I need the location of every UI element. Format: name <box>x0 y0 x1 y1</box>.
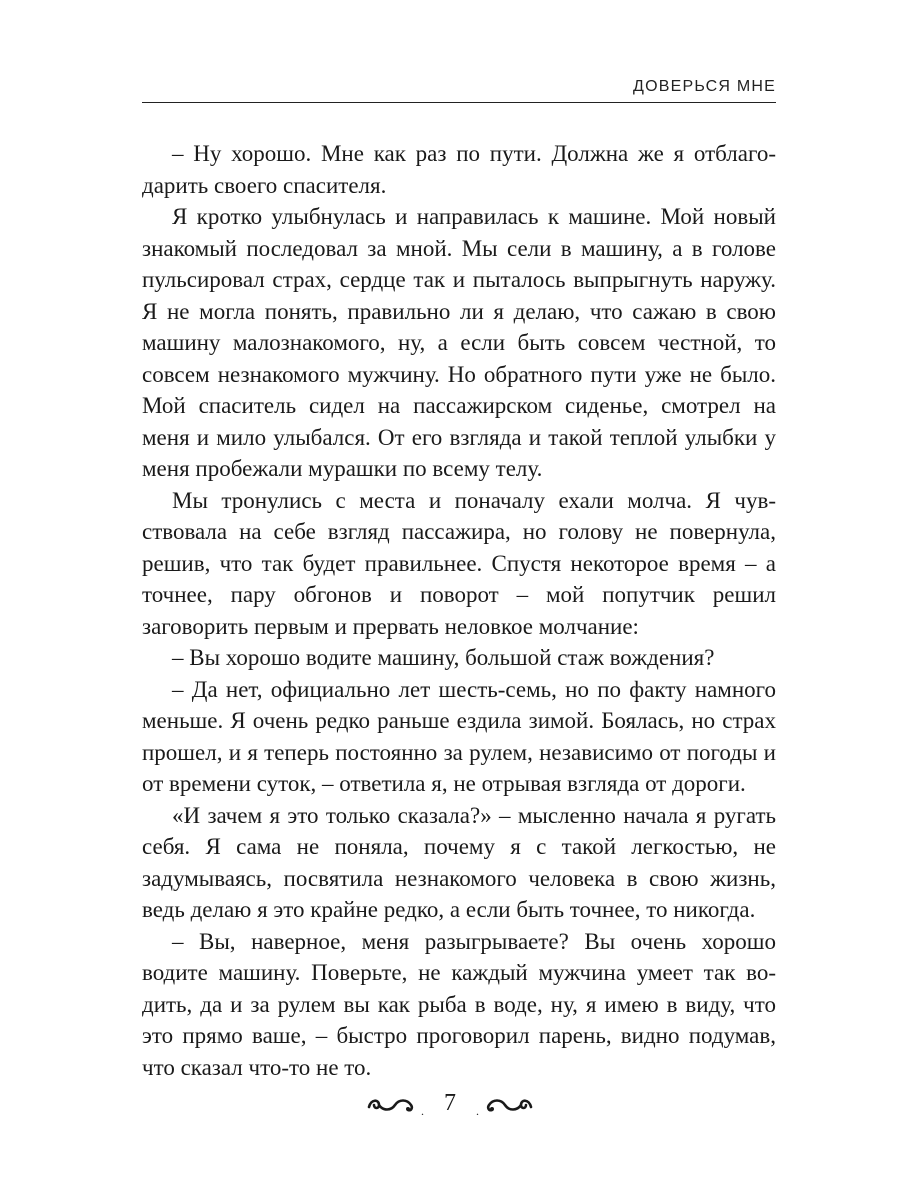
page-number: 7 <box>444 1090 456 1116</box>
running-header <box>142 72 776 103</box>
paragraph: – Вы, наверное, меня разыгрываете? Вы очень хорошо водите машину. Поверьте, не каждый мужчина умеет так водить, да и за рулем вы как рыба в воде, ну, я имею в виду, что это прямо ваше, – быстро проговорил парень, видно подумав, что сказал что-то не то. <box>142 928 776 1080</box>
paragraph: Я кротко улыбнулась и направилась к машине. Мой новый знакомый последовал за мной. Мы сели в машину, а в голове пульсировал страх, сердце так и пыталось выпрыгнуть наружу. Я не могла понять, правильно ли я делаю, что сажаю в свою машину малознакомого, ну, а если быть совсем честной, то совсем незнакомого мужчину. Но обратного пути уже не было. Мой спаситель сидел на пассажирском сиденье, смотрел на меня и мило улыбался. От его взгляда и такой теплой улыбки у меня пробежали мурашки по всему телу. <box>142 204 776 481</box>
running-title: ДОВЕРЬСЯ МНЕ <box>633 78 776 95</box>
ornament-dot: . <box>421 1103 424 1118</box>
paragraph: – Ну хорошо. Мне как раз по пути. Должна же я отблагодарить своего спасителя. <box>142 141 776 198</box>
swirl-ornament-left-icon <box>367 1093 415 1115</box>
page-folio <box>0 1090 900 1117</box>
swirl-ornament-right-icon <box>485 1093 533 1115</box>
ornament-dot: . <box>476 1103 479 1118</box>
paragraph: – Вы хорошо водите машину, большой стаж вождения? <box>172 645 715 670</box>
paragraph: – Да нет, официально лет шесть-семь, но по факту намного меньше. Я очень редко раньше ездила зимой. Боялась, но страх прошел, и я теперь постоянно за рулем, независимо от погоды и от времени суток, – ответила я, не отрывая взгляда от дороги. <box>142 676 776 796</box>
page-text <box>142 138 776 1083</box>
paragraph: «И зачем я это только сказала?» – мысленно начала я ругать себя. Я сама не поняла, почему я с такой легкостью, не задумываясь, посвятила незнакомого человека в свою жизнь, ведь делаю я это крайне редко, а если быть точнее, то никогда. <box>142 802 776 922</box>
paragraph: Мы тронулись с места и поначалу ехали молча. Я чувствовала на себе взгляд пассажира, но голову не повернула, решив, что так будет правильнее. Спустя некоторое время – а точнее, пару обгонов и поворот – мой попутчик решил заговорить первым и прервать неловкое молчание: <box>142 487 776 639</box>
